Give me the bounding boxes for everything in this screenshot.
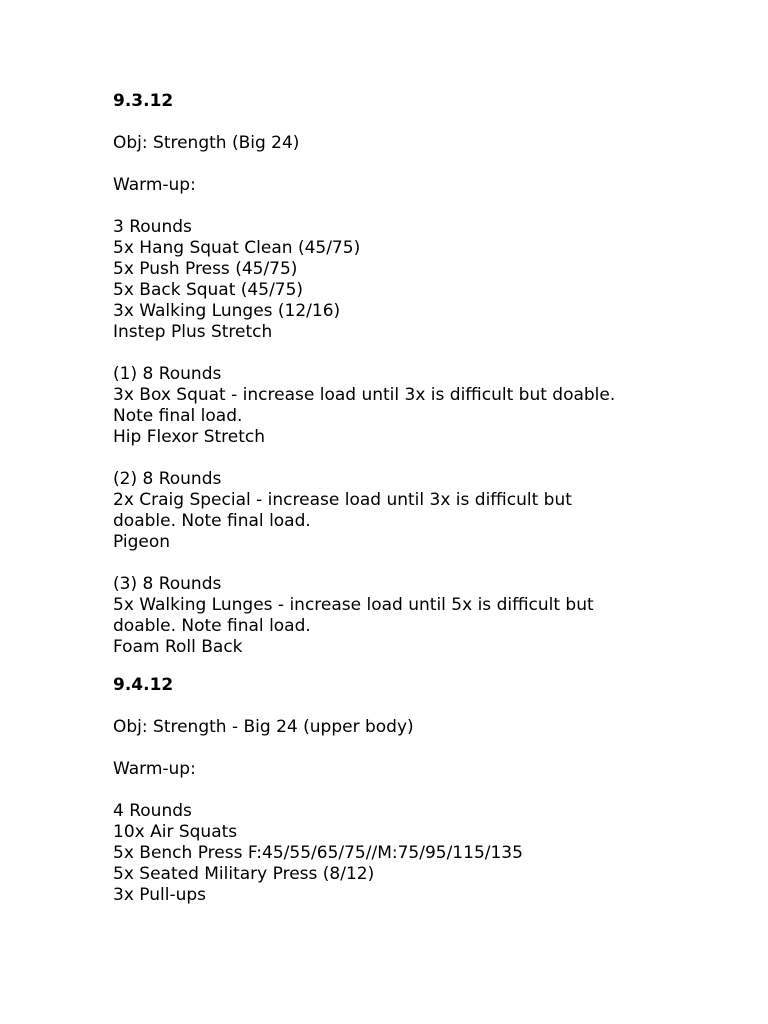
entry-date: 9.4.12	[113, 675, 174, 695]
document-page	[113, 91, 733, 906]
warmup-line: 5x Bench Press F:45/55/65/75//M:75/95/115/135	[113, 843, 523, 863]
block-line: 2x Craig Special - increase load until 3x is difficult but	[113, 490, 572, 510]
entry-date: 9.3.12	[113, 91, 174, 111]
block-line: 5x Walking Lunges - increase load until 5x is difficult but	[113, 595, 594, 615]
warmup-line: 5x Back Squat (45/75)	[113, 280, 304, 300]
warmup-line: 10x Air Squats	[113, 822, 238, 842]
warmup-line: 5x Hang Squat Clean (45/75)	[113, 238, 361, 258]
warmup-line: 5x Push Press (45/75)	[113, 259, 298, 279]
objective-text: Obj: Strength - Big 24 (upper body)	[113, 717, 414, 737]
warmup-rounds: 4 Rounds	[113, 801, 192, 821]
block-rounds: (3) 8 Rounds	[113, 574, 222, 594]
workout-block	[113, 469, 733, 553]
warmup-label: Warm-up:	[113, 175, 196, 195]
block-line: Note final load.	[113, 406, 243, 426]
block-line: doable. Note final load.	[113, 616, 311, 636]
block-rounds: (1) 8 Rounds	[113, 364, 222, 384]
warmup-label: Warm-up:	[113, 759, 196, 779]
workout-block	[113, 574, 733, 658]
warmup-line: 3x Walking Lunges (12/16)	[113, 301, 341, 321]
block-line: Hip Flexor Stretch	[113, 427, 266, 447]
workout-entry	[113, 91, 733, 658]
block-line: 3x Box Squat - increase load until 3x is difficult but doable.	[113, 385, 616, 405]
block-line: Pigeon	[113, 532, 171, 552]
warmup-line: 3x Pull-ups	[113, 885, 207, 905]
block-line: Foam Roll Back	[113, 637, 243, 657]
workout-block	[113, 364, 733, 448]
workout-entry	[113, 675, 733, 906]
warmup-line: Instep Plus Stretch	[113, 322, 273, 342]
warmup-line: 5x Seated Military Press (8/12)	[113, 864, 375, 884]
block-rounds: (2) 8 Rounds	[113, 469, 222, 489]
block-line: doable. Note final load.	[113, 511, 311, 531]
objective-text: Obj: Strength (Big 24)	[113, 133, 300, 153]
warmup-rounds: 3 Rounds	[113, 217, 192, 237]
